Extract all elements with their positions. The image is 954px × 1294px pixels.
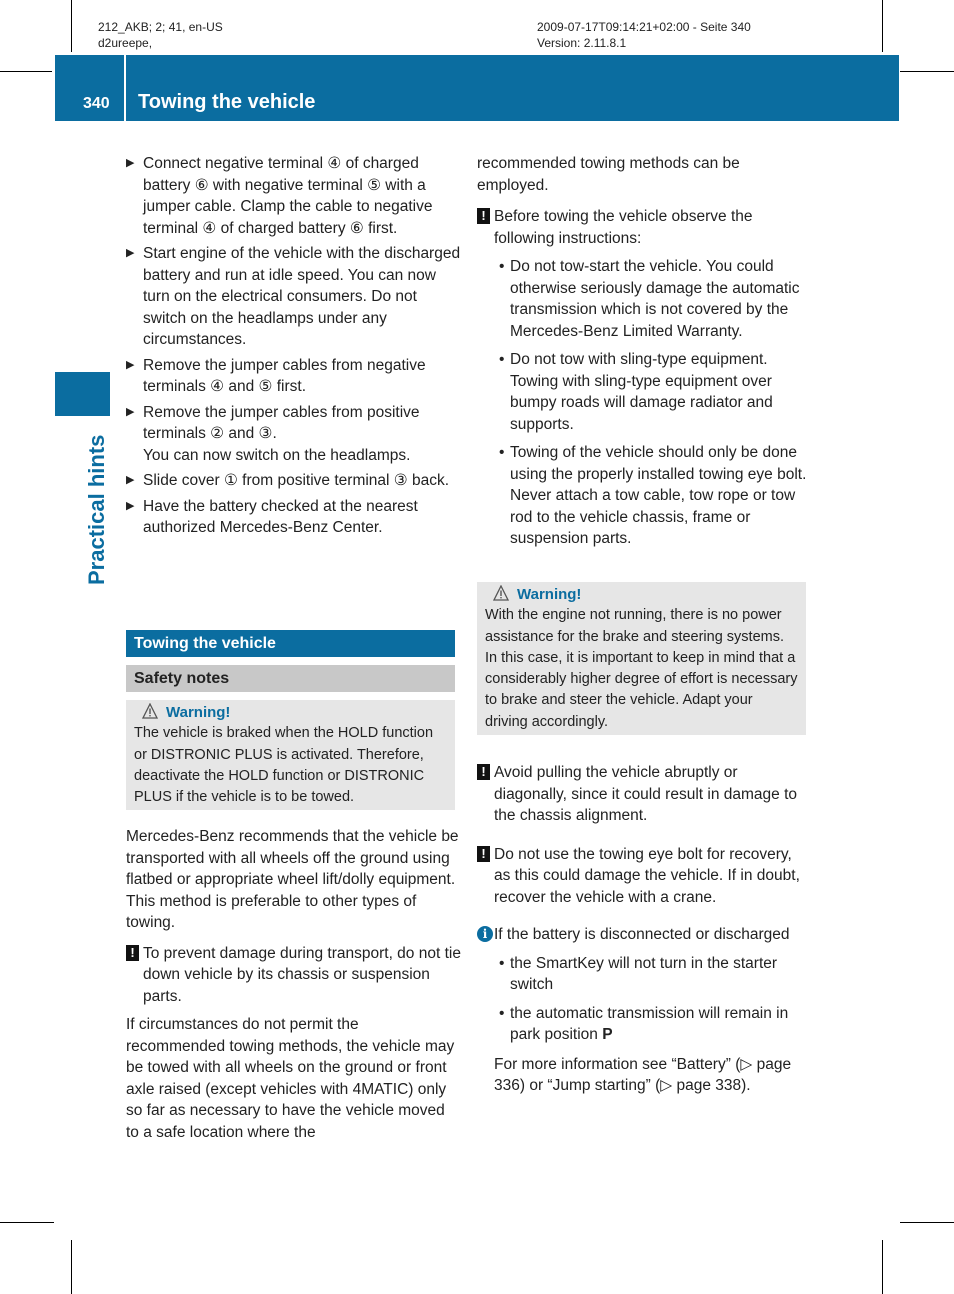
meta-right-line1: 2009-07-17T09:14:21+02:00 - Seite 340 <box>537 20 751 34</box>
exclamation-icon: ! <box>477 846 490 862</box>
bullet-text: the automatic transmission will remain in park position <box>510 1004 789 1043</box>
step-text: Remove the jumper cables from negative terminals ④ and ⑤ first. <box>143 356 426 395</box>
warning-heading <box>134 702 447 723</box>
warning-box <box>477 582 806 735</box>
list-item <box>126 496 461 539</box>
bullet-icon: • <box>499 444 505 461</box>
note-text: Avoid pulling the vehicle abruptly or diagonally, since it could result in damage to the chassis alignment. <box>494 764 797 824</box>
exclamation-icon: ! <box>477 764 490 780</box>
paragraph: If circumstances do not permit the recommended towing methods, the vehicle may be towed with all wheels on the ground or front axle raised (except vehicles with 4MATIC) only so far as necessary to have the vehicle moved to a safe location where the <box>126 1016 455 1141</box>
warning-triangle-icon <box>142 703 158 719</box>
step-text: Have the battery checked at the nearest authorized Mercedes-Benz Center. <box>143 497 418 536</box>
step-extra-text: You can now switch on the headlamps. <box>143 446 411 464</box>
list-item <box>494 256 810 342</box>
list-item <box>494 349 810 435</box>
exclamation-icon: ! <box>477 208 490 224</box>
section-subtitle-text: Safety notes <box>134 670 230 687</box>
arrow-icon: ▶ <box>126 157 135 169</box>
arrow-icon: ▶ <box>126 247 135 259</box>
chapter-label-text: Practical hints <box>84 434 109 585</box>
warning-triangle-icon <box>493 585 509 601</box>
step-text: Connect negative terminal ④ of charged battery ⑥ with negative terminal ⑤ with a jumper cable. Clamp the cable to negative terminal ④ of charged battery ⑥ first. <box>143 155 433 237</box>
crop-mark <box>882 1240 883 1294</box>
chapter-label <box>74 430 124 590</box>
crop-mark <box>900 1222 954 1223</box>
park-position-letter: P <box>602 1026 613 1043</box>
bullet-text: Towing of the vehicle should only be done using the properly installed towing eye bolt. Never attach a tow cable, tow rope or tow rod to the vehicle chassis, frame or suspension parts. <box>510 444 807 547</box>
step-text: Slide cover ① from positive terminal ③ back. <box>143 472 450 489</box>
list-item <box>494 1003 810 1046</box>
caution-note <box>126 943 461 1008</box>
list-item <box>126 243 461 351</box>
caution-note <box>477 844 810 909</box>
arrow-icon: ▶ <box>126 499 135 512</box>
crop-mark <box>900 71 954 72</box>
meta-left-line2: d2ureepe, <box>98 36 153 50</box>
bullet-text: the SmartKey will not turn in the starter switch <box>510 954 778 993</box>
arrow-icon: ▶ <box>126 358 135 371</box>
bullet-text: Do not tow with sling-type equipment. Towing with sling-type equipment over bumpy roads will damage radiator and supports. <box>510 351 773 433</box>
list-item <box>494 953 810 996</box>
note-text: Before towing the vehicle observe the following instructions: <box>494 208 753 247</box>
step-text: Start engine of the vehicle with the discharged battery and run at idle speed. You can now turn on the electrical consumers. Do not switch on the headlamps under any circumstances. <box>143 245 461 348</box>
left-body <box>126 826 461 1143</box>
steps-list <box>126 153 461 543</box>
right-body-bottom <box>477 762 810 1097</box>
warning-heading-text: Warning! <box>517 586 582 603</box>
crop-mark <box>71 1240 72 1294</box>
list-item <box>126 470 461 492</box>
caution-note <box>477 762 810 827</box>
section-title <box>126 630 455 657</box>
info-note <box>477 924 810 946</box>
page-number: 340 <box>83 95 110 112</box>
warning-box <box>126 700 455 810</box>
note-text: To prevent damage during transport, do not tie down vehicle by its chassis or suspension parts. <box>143 944 461 1005</box>
warning-text: The vehicle is braked when the HOLD function or DISTRONIC PLUS is activated. Therefore, deactivate the HOLD function or DISTRONIC PLUS if the vehicle is to be towed. <box>134 725 434 806</box>
info-icon: i <box>477 926 493 942</box>
meta-right-line2: Version: 2.11.8.1 <box>537 36 627 50</box>
arrow-icon: ▶ <box>126 405 135 418</box>
bullet-icon: • <box>499 954 505 972</box>
crop-mark <box>0 1222 54 1223</box>
paragraph: Mercedes-Benz recommends that the vehicle be transported with all wheels off the ground using flatbed or appropriate wheel lift/dolly equipment. This method is preferable to other types of towing. <box>126 828 459 931</box>
warning-heading <box>485 584 798 605</box>
step-text: Remove the jumper cables from positive terminals ② and ③. <box>143 403 420 442</box>
caution-note <box>477 206 810 249</box>
list-item <box>494 442 810 550</box>
print-meta-left <box>98 19 223 51</box>
warning-text: With the engine not running, there is no power assistance for the brake and steering systems. In this case, it is important to keep in mind that a considerably higher degree of effort is necessary to brake and steer the vehicle. Adapt your driving accordingly. <box>485 607 798 730</box>
cross-reference[interactable]: For more information see “Battery” (▷ page 336) or “Jump starting” (▷ page 338). <box>494 1055 792 1094</box>
arrow-icon: ▶ <box>126 474 135 486</box>
bullet-text: Do not tow-start the vehicle. You could otherwise seriously damage the automatic transmission which is not covered by the Mercedes-Benz Limited Warranty. <box>510 258 800 340</box>
crop-mark <box>0 71 52 72</box>
section-subtitle <box>126 665 455 692</box>
list-item <box>126 402 461 467</box>
crop-mark <box>882 0 883 52</box>
right-body-top <box>477 153 810 550</box>
meta-left-line1: 212_AKB; 2; 41, en-US <box>98 20 223 34</box>
header-separator <box>124 55 126 121</box>
warning-heading-text: Warning! <box>166 704 231 721</box>
bullet-icon: • <box>499 351 505 368</box>
crop-mark <box>71 0 72 52</box>
bullet-icon: • <box>499 258 505 275</box>
chapter-tab <box>55 372 110 416</box>
print-meta-right <box>537 19 751 51</box>
paragraph-continued: recommended towing methods can be employed. <box>477 155 740 194</box>
info-text: If the battery is disconnected or discharged <box>494 926 790 943</box>
exclamation-icon: ! <box>126 945 139 961</box>
bullet-icon: • <box>499 1004 505 1022</box>
list-item <box>126 153 461 239</box>
note-text: Do not use the towing eye bolt for recovery, as this could damage the vehicle. If in doubt, recover the vehicle with a crane. <box>494 845 800 906</box>
list-item <box>126 355 461 398</box>
page-title: Towing the vehicle <box>138 91 316 113</box>
section-title-text: Towing the vehicle <box>134 635 276 652</box>
